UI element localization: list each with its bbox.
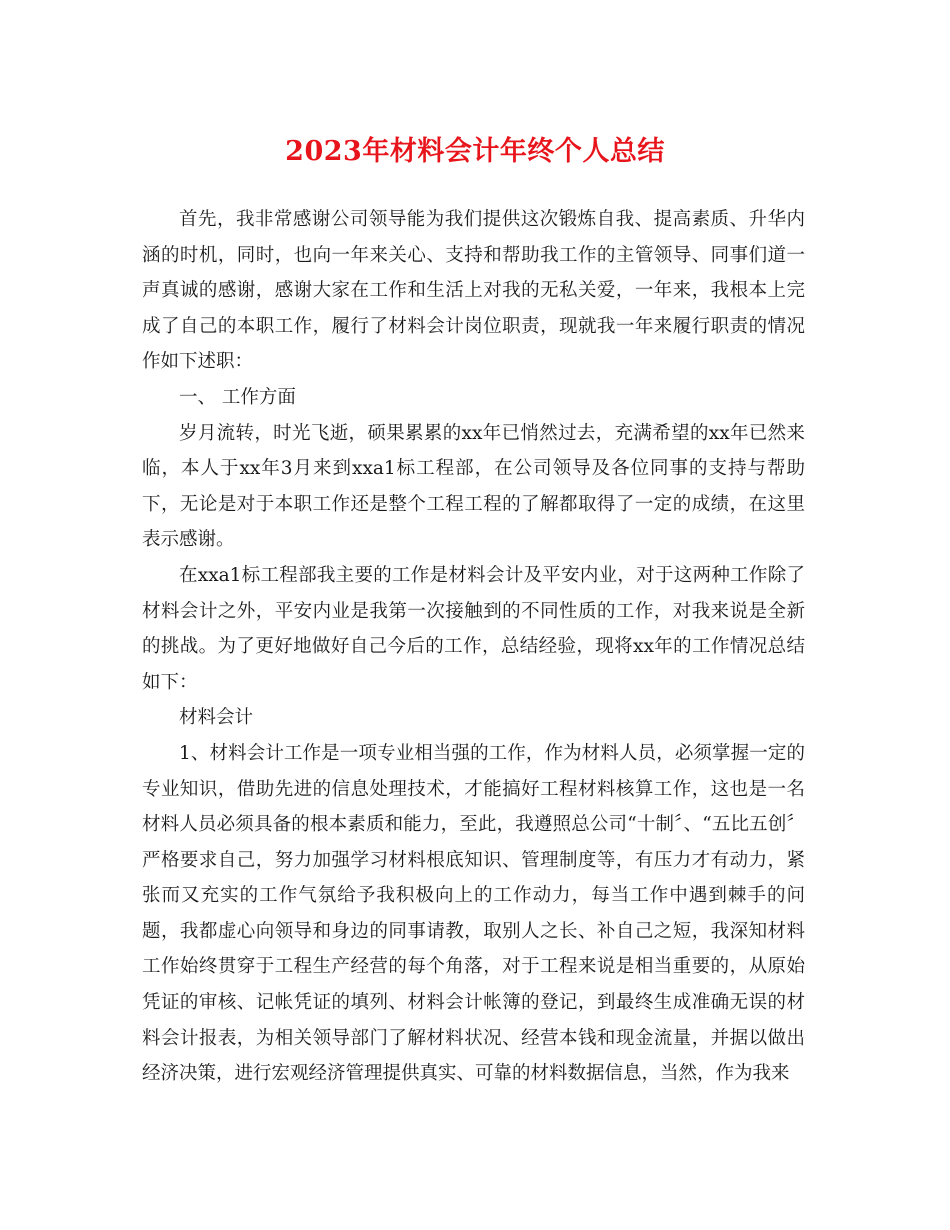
document-body [142,202,805,1092]
paragraph-job-scope: 在xxa1标工程部我主要的工作是材料会计及平安内业，对于这两种工作除了材料会计之外，平安内业是我第一次接触到的不同性质的工作，对我来说是全新的挑战。为了更好地做好自己今后的工作，总结经验，现将xx年的工作情况总结如下： [142,564,805,693]
document-title: 2023年材料会计年终个人总结 [285,136,665,167]
paragraph-intro: 首先，我非常感谢公司领导能为我们提供这次锻炼自我、提高素质、升华内涵的时机，同时，也向一年来关心、支持和帮助我工作的主管领导、同事们道一声真诚的感谢，感谢大家在工作和生活上对我的无私关爱，一年来，我根本上完成了自己的本职工作，履行了材料会计岗位职责，现就我一年来履行职责的情况作如下述职： [142,209,805,373]
paragraph-item-1: 1、材料会计工作是一项专业相当强的工作，作为材料人员，必须掌握一定的专业知识，借助先进的信息处理技术，才能搞好工程材料核算工作，这也是一名材料人员必须具备的根本素质和能力，至此，我遵照总公司“十制〞、“五比五创〞严格要求自己，努力加强学习材料根底知识、管理制度等，有压力才有动力，紧张而又充实的工作气氛给予我积极向上的工作动力，每当工作中遇到棘手的问题，我都虚心向领导和身边的同事请教，取别人之长、补自己之短，我深知材料工作始终贯穿于工程生产经营的每个角落，对于工程来说是相当重要的，从原始凭证的审核、记帐凭证的填列、材料会计帐簿的登记，到最终生成准确无误的材料会计报表，为相关领导部门了解材料状况、经营本钱和现金流量，并据以做出经济决策，进行宏观经济管理提供真实、可靠的材料数据信息，当然，作为我来 [142,742,805,1085]
section-heading-work: 一、 工作方面 [179,386,296,408]
subheading-material-accounting: 材料会计 [179,707,254,729]
paragraph-year-review: 岁月流转，时光飞逝，硕果累累的xx年已悄然过去，充满希望的xx年已然来临，本人于xx年3月来到xxa1标工程部，在公司领导及各位同事的支持与帮助下，无论是对于本职工作还是整个工程工程的了解都取得了一定的成绩，在这里表示感谢。 [142,422,805,551]
